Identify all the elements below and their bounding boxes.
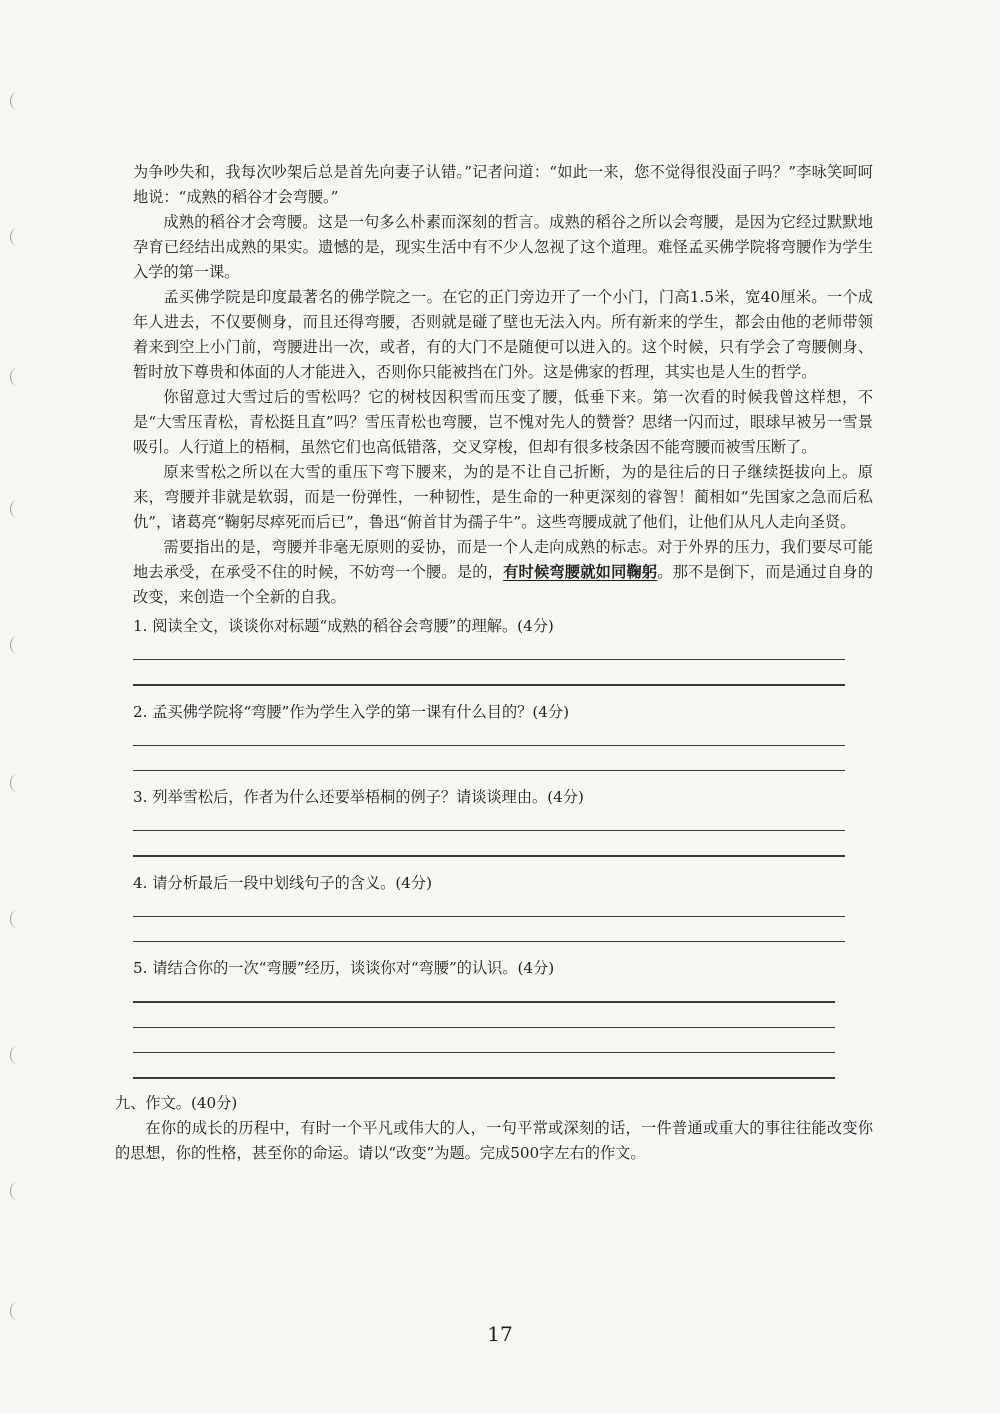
binding-hole: [10, 1302, 25, 1320]
answer-line[interactable]: [133, 659, 845, 660]
answer-line[interactable]: [133, 745, 845, 746]
question-1: 1. 阅读全文，谈谈你对标题“成熟的稻谷会弯腰”的理解。(4分): [133, 617, 554, 635]
passage-paragraph: 成熟的稻谷才会弯腰。这是一句多么朴素而深刻的哲言。成熟的稻谷之所以会弯腰，是因为它经过默默地孕育已经结出成熟的果实。遗憾的是，现实生活中有不少人忽视了这个道理。难怪孟买佛学院将弯腰作为学生入学的第一课。: [133, 213, 873, 281]
answer-line[interactable]: [133, 684, 845, 685]
answer-line[interactable]: [133, 830, 845, 831]
composition-title: 九、作文。(40分): [115, 1093, 238, 1112]
page-number: 17: [487, 1322, 513, 1346]
question-2: 2. 孟买佛学院将“弯腰”作为学生入学的第一课有什么目的？(4分): [133, 702, 570, 721]
binding-hole: [10, 910, 25, 928]
answer-line[interactable]: [133, 855, 845, 856]
answer-line[interactable]: [133, 916, 845, 917]
binding-hole: [10, 636, 25, 654]
question-5: 5. 请结合你的一次“弯腰”经历，谈谈你对“弯腰”的认识。(4分): [133, 959, 555, 978]
composition-prompt: 在你的成长的历程中，有时一个平凡或伟大的人，一句平常或深刻的话，一件普通或重大的事往往能改变你的思想，你的性格，甚至你的命运。请以“改变”为题。完成500字左右的作文。: [115, 1118, 873, 1162]
answer-line[interactable]: [133, 770, 845, 771]
binding-hole: [10, 1182, 25, 1200]
passage-paragraph-final: [133, 535, 873, 610]
answer-line[interactable]: [133, 1052, 835, 1053]
binding-hole: [10, 1046, 25, 1064]
binding-hole: [10, 368, 25, 386]
answer-line[interactable]: [133, 941, 845, 942]
passage-paragraph: 孟买佛学院是印度最著名的佛学院之一。在它的正门旁边开了一个小门，门高1.5米，宽40厘米。一个成年人进去，不仅要侧身，而且还得弯腰，否则就是碰了壁也无法入内。所有新来的学生，都会由他的老师带领着来到空上小门前，弯腰进出一次，或者，有的大门不是随便可以进入的。这个时候，只有学会了弯腰侧身、暂时放下尊贵和体面的人才能进入，否则你只能被挡在门外。这是佛家的哲理，其实也是人生的哲学。: [133, 288, 873, 381]
passage-paragraph: 原来雪松之所以在大雪的重压下弯下腰来，为的是不让自己折断，为的是往后的日子继续挺拔向上。原来，弯腰并非就是软弱，而是一份弹性，一种韧性，是生命的一种更深刻的睿智！蔺相如“先国家之急而后私仇”，诸葛亮“鞠躬尽瘁死而后已”，鲁迅“俯首甘为孺子牛”。这些弯腰成就了他们，让他们从凡人走向圣贤。: [133, 463, 873, 531]
final-text-b: 。那不是倒下，而是通过自身的改变，来创造一个全新的自我。: [133, 563, 874, 606]
passage-paragraph: 为争吵失和，我每次吵架后总是首先向妻子认错。”记者问道：“如此一来，您不觉得很没面子吗？”李咏笑呵呵地说：“成熟的稻谷才会弯腰。”: [133, 163, 873, 206]
answer-line[interactable]: [133, 1077, 835, 1078]
binding-hole: [10, 774, 25, 792]
question-3: 3. 列举雪松后，作者为什么还要举梧桐的例子？请谈谈理由。(4分): [133, 788, 584, 807]
binding-hole: [10, 92, 25, 110]
binding-hole: [10, 228, 25, 246]
document-body: [115, 160, 874, 1166]
passage-paragraph: 你留意过大雪过后的雪松吗？它的树枝因积雪而压变了腰，低垂下来。第一次看的时候我曾这样想，不是“大雪压青松，青松挺且直”吗？雪压青松也弯腰，岂不愧对先人的赞誉？思绪一闪而过，眼球早被另一雪景吸引。人行道上的梧桐，虽然它们也高低错落，交叉穿梭，但却有很多枝条因不能弯腰而被雪压断了。: [133, 388, 873, 456]
final-text-a: 需要指出的是，弯腰并非毫无原则的妥协，而是一个人走向成熟的标志。对于外界的压力，我们要尽可能地去承受，在承受不住的时候，不妨弯一个腰。是的，: [133, 538, 873, 581]
answer-line[interactable]: [133, 1027, 835, 1028]
binding-hole: [10, 500, 25, 518]
answer-line[interactable]: [133, 1001, 835, 1002]
question-4: 4. 请分析最后一段中划线句子的含义。(4分): [133, 873, 433, 892]
underlined-sentence: 有时候弯腰就如同鞠躬: [503, 563, 658, 581]
